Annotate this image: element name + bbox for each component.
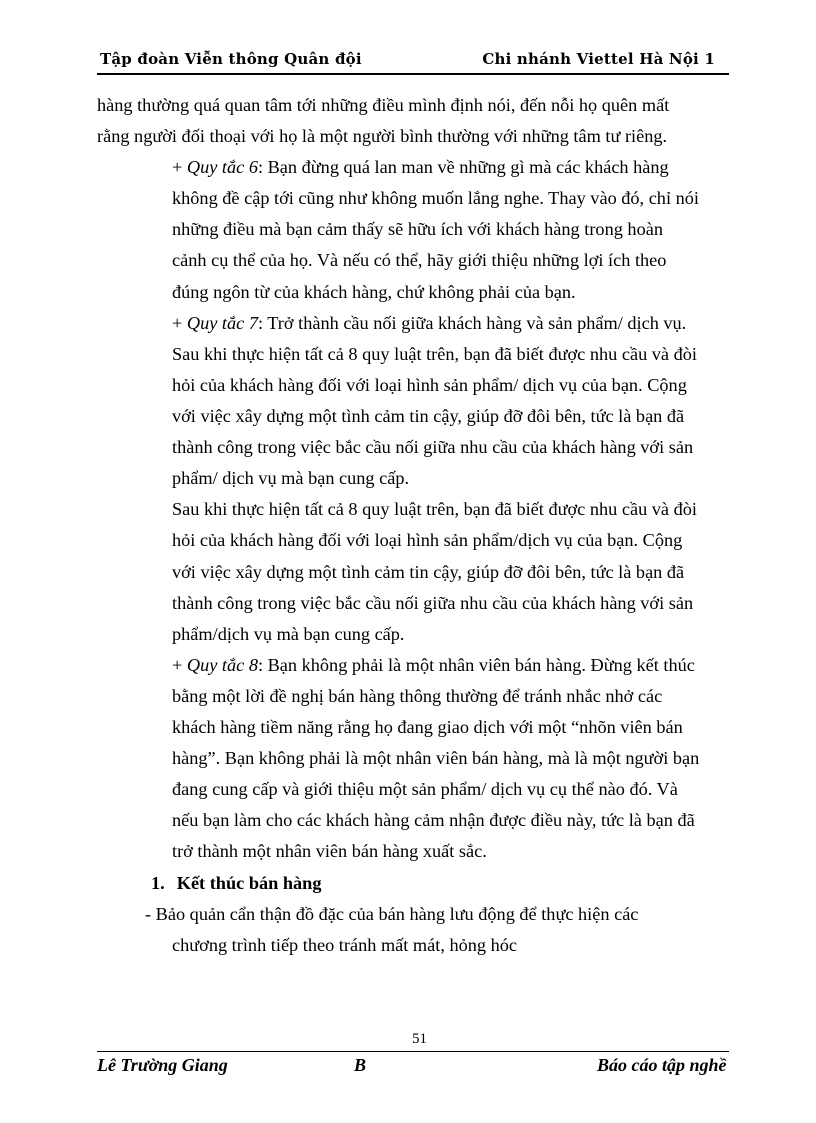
rule-6-line [172, 156, 669, 178]
body-line: thành công trong việc bắc cầu nối giữa nhu cầu của khách hàng với sản [172, 593, 694, 613]
header-branch: Chi nhánh Viettel Hà Nội 1 [482, 50, 715, 68]
rule-6-label: Quy tắc 6 [186, 157, 258, 177]
body-line: hỏi của khách hàng đối với loại hình sản phẩm/ dịch vụ của bạn. Cộng [172, 375, 687, 395]
footer-author: Lê Trường Giang [97, 1055, 228, 1075]
body-line: những điều mà bạn cảm thấy sẽ hữu ích với khách hàng trong hoàn [172, 219, 663, 239]
body-line: đúng ngôn từ của khách hàng, chứ không phải của bạn. [172, 282, 576, 302]
rule-7-line [172, 312, 686, 334]
section-title: Kết thúc bán hàng [176, 873, 322, 893]
body-line: bằng một lời đề nghị bán hàng thông thường để tránh nhắc nhở các [172, 686, 663, 706]
rule-8-label: Quy tắc 8 [186, 655, 258, 675]
rule-prefix: + [172, 655, 187, 675]
header-organization: Tập đoàn Viễn thông Quân đội [100, 50, 362, 68]
footer-divider [97, 1051, 729, 1052]
page-header [97, 48, 729, 70]
body-line: hàng thường quá quan tâm tới những điều mình định nói, đến nỗi họ quên mất [97, 95, 670, 115]
rule-6-text: : Bạn đừng quá lan man về những gì mà các khách hàng [257, 157, 669, 177]
body-line: phẩm/dịch vụ mà bạn cung cấp. [172, 624, 405, 644]
rule-7-text: : Trở thành cầu nối giữa khách hàng và sản phẩm/ dịch vụ. [257, 313, 687, 333]
body-line: với việc xây dựng một tình cảm tin cậy, giúp đỡ đôi bên, tức là bạn đã [172, 562, 685, 582]
body-line: hàng”. Bạn không phải là một nhân viên bán hàng, mà là một người bạn [172, 748, 700, 768]
rule-prefix: + [172, 157, 187, 177]
body-line: cảnh cụ thể của họ. Và nếu có thể, hãy giới thiệu những lợi ích theo [172, 250, 667, 270]
body-line: nếu bạn làm cho các khách hàng cảm nhận được điều này, tức là bạn đã [172, 810, 695, 830]
section-number: 1. [151, 873, 165, 893]
rule-8-line [172, 654, 695, 676]
rule-7-label: Quy tắc 7 [186, 313, 258, 333]
section-heading [151, 872, 321, 894]
page-number: 51 [412, 1031, 427, 1047]
body-line: Sau khi thực hiện tất cả 8 quy luật trên, bạn đã biết được nhu cầu và đòi [172, 499, 697, 519]
footer-class: B [354, 1055, 367, 1075]
body-line: với việc xây dựng một tình cảm tin cậy, giúp đỡ đôi bên, tức là bạn đã [172, 406, 685, 426]
body-line: đang cung cấp và giới thiệu một sản phẩm/ dịch vụ cụ thể nào đó. Và [172, 779, 678, 799]
body-line: phẩm/ dịch vụ mà bạn cung cấp. [172, 468, 410, 488]
body-line: khách hàng tiềm năng rằng họ đang giao dịch với một “nhõn viên bán [172, 717, 683, 737]
rule-8-text: : Bạn không phải là một nhân viên bán hàng. Đừng kết thúc [257, 655, 695, 675]
header-divider [97, 73, 729, 75]
bullet-line: - Bảo quản cẩn thận đồ đặc của bán hàng lưu động để thực hiện các [145, 904, 639, 924]
body-line: hỏi của khách hàng đối với loại hình sản phẩm/dịch vụ của bạn. Cộng [172, 530, 683, 550]
body-line: chương trình tiếp theo tránh mất mát, hỏng hóc [172, 935, 518, 955]
body-line: trở thành một nhân viên bán hàng xuất sắc. [172, 841, 487, 861]
body-line: thành công trong việc bắc cầu nối giữa nhu cầu của khách hàng với sản [172, 437, 694, 457]
footer-report-title: Báo cáo tập nghề [597, 1055, 727, 1075]
rule-prefix: + [172, 313, 187, 333]
body-line: Sau khi thực hiện tất cả 8 quy luật trên, bạn đã biết được nhu cầu và đòi [172, 344, 697, 364]
body-line: rằng người đối thoại với họ là một người bình thường với những tâm tư riêng. [97, 126, 668, 146]
body-line: không đề cập tới cũng như không muốn lắng nghe. Thay vào đó, chỉ nói [172, 188, 699, 208]
